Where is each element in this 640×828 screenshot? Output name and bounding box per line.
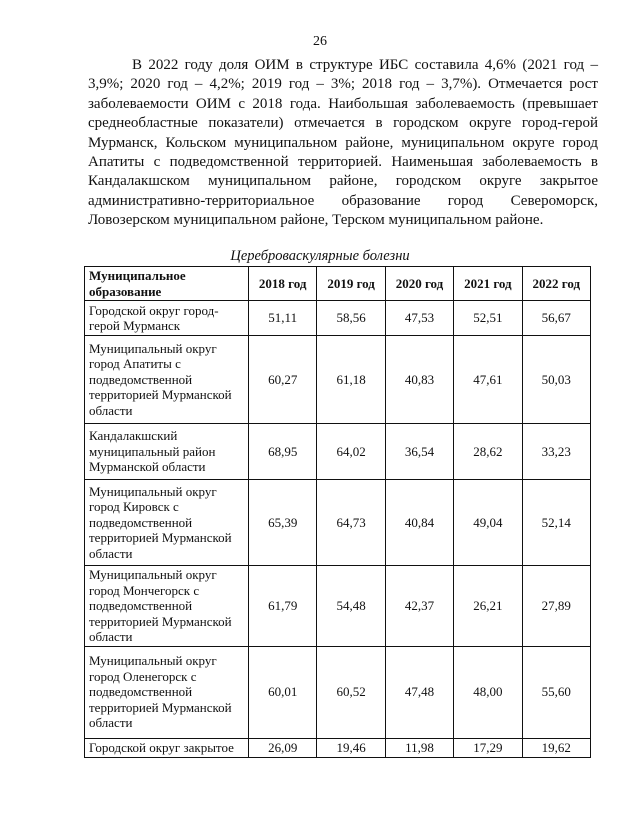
table-row [85,424,591,480]
header-municipality: Муниципальное образование [85,267,249,301]
cell-2020: 47,53 [385,301,453,336]
header-year-2022: 2022 год [522,267,590,301]
header-year-2020: 2020 год [385,267,453,301]
incidence-table [84,266,591,758]
table-row [85,646,591,738]
row-municipality-name: Муниципальный округ город Мончегорск с подведомственной территорией Мурманской области [85,566,249,647]
row-municipality-name: Муниципальный округ город Оленегорск с подведомственной территорией Мурманской области [85,646,249,738]
cell-2018: 51,11 [249,301,317,336]
cell-2019: 64,73 [317,480,385,566]
cell-2020: 36,54 [385,424,453,480]
cell-2021: 49,04 [454,480,522,566]
table-row [85,336,591,424]
body-paragraph: В 2022 году доля ОИМ в структуре ИБС составила 4,6% (2021 год – 3,9%; 2020 год – 4,2%; 2019 год – 3%; 2018 год – 3,7%). Отмечается рост заболеваемости ОИМ с 2018 года. Наибольшая заболеваемость (превышает среднеобластные показатели) отмечается в городском округе город-герой Мурманск, Кольском муниципальном районе, муниципальном округе город Апатиты с подведомственной территорией. Наименьшая заболеваемость в Кандалакшском муниципальном районе, городском округе закрытое административно-территориальное образование город Североморск, Ловозерском муниципальном районе, Терском муниципальном районе. [88,57,598,229]
cell-2022: 19,62 [522,738,590,757]
cell-2021: 47,61 [454,336,522,424]
row-municipality-name: Муниципальный округ город Кировск с подведомственной территорией Мурманской области [85,480,249,566]
table-row [85,301,591,336]
cell-2018: 61,79 [249,566,317,647]
page-number: 26 [313,34,327,49]
cell-2019: 58,56 [317,301,385,336]
cell-2022: 33,23 [522,424,590,480]
cell-2019: 64,02 [317,424,385,480]
cell-2018: 65,39 [249,480,317,566]
cell-2019: 61,18 [317,336,385,424]
table-row [85,480,591,566]
header-year-2018: 2018 год [249,267,317,301]
cell-2020: 11,98 [385,738,453,757]
cell-2020: 47,48 [385,646,453,738]
cell-2022: 50,03 [522,336,590,424]
row-municipality-name: Городской округ закрытое [85,738,249,757]
cell-2018: 26,09 [249,738,317,757]
table-row [85,738,591,757]
table-caption: Цереброваскулярные болезни [230,248,410,264]
cell-2021: 52,51 [454,301,522,336]
cell-2020: 40,84 [385,480,453,566]
cell-2018: 60,01 [249,646,317,738]
cell-2018: 60,27 [249,336,317,424]
cell-2019: 60,52 [317,646,385,738]
row-municipality-name: Кандалакшский муниципальный район Мурманской области [85,424,249,480]
cell-2021: 28,62 [454,424,522,480]
cell-2022: 27,89 [522,566,590,647]
cell-2020: 42,37 [385,566,453,647]
cell-2022: 55,60 [522,646,590,738]
row-municipality-name: Городской округ город-герой Мурманск [85,301,249,336]
header-year-2021: 2021 год [454,267,522,301]
header-year-2019: 2019 год [317,267,385,301]
cell-2021: 48,00 [454,646,522,738]
cell-2021: 26,21 [454,566,522,647]
cell-2019: 19,46 [317,738,385,757]
cell-2020: 40,83 [385,336,453,424]
cell-2022: 52,14 [522,480,590,566]
cell-2019: 54,48 [317,566,385,647]
cell-2018: 68,95 [249,424,317,480]
row-municipality-name: Муниципальный округ город Апатиты с подведомственной территорией Мурманской области [85,336,249,424]
cell-2021: 17,29 [454,738,522,757]
cell-2022: 56,67 [522,301,590,336]
table-row [85,566,591,647]
table-header-row [85,267,591,301]
